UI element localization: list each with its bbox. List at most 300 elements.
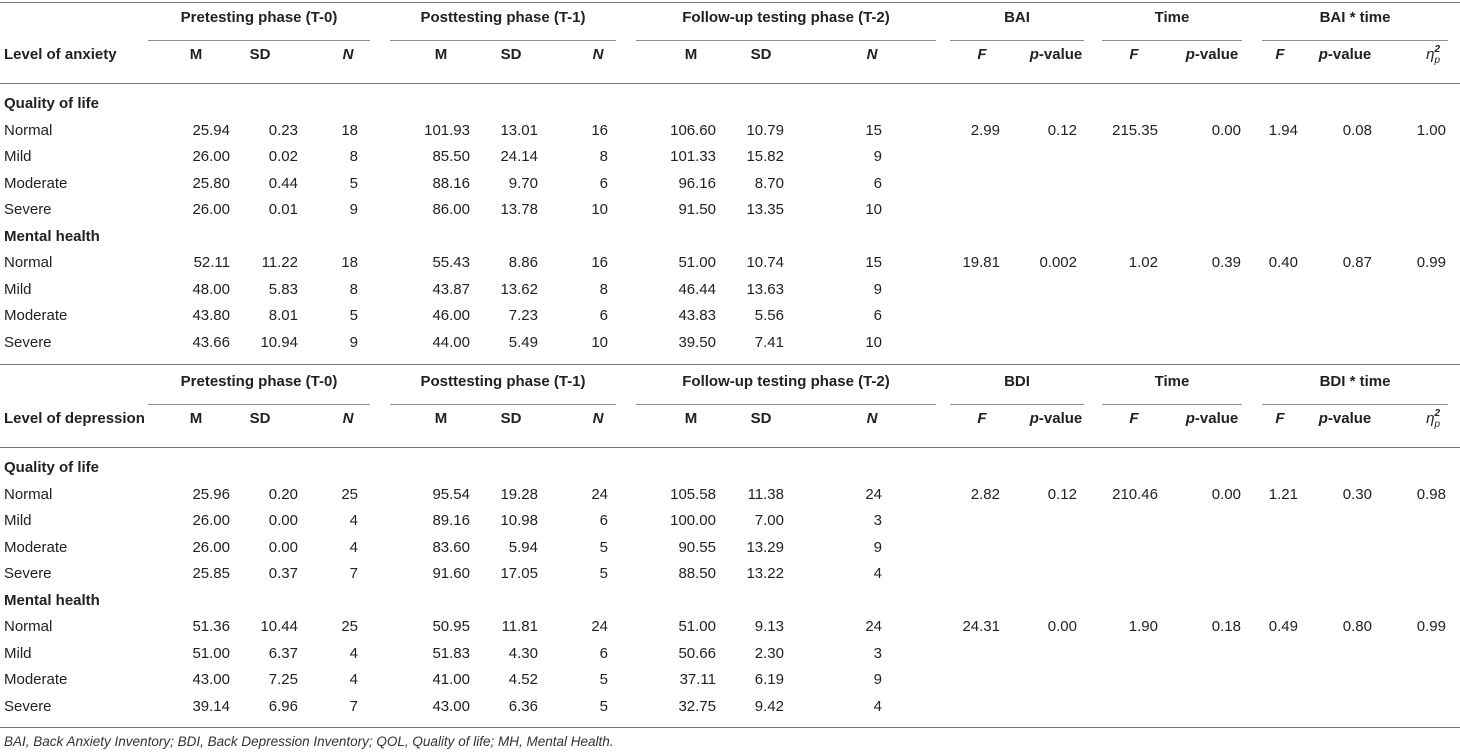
- rule-line: [148, 40, 370, 41]
- eta-sub: p: [1434, 419, 1440, 431]
- cell-f-inter: [1250, 667, 1298, 693]
- cell-f-time: [1092, 330, 1158, 356]
- cell-m-t1: 51.83: [432, 644, 470, 662]
- cell-n-t0: 25: [341, 618, 358, 635]
- cell-n-t0: 4: [349, 538, 358, 556]
- cell-f-main: [950, 144, 1000, 170]
- cell-m-t2: 100.00: [670, 512, 716, 529]
- cell-p-main: 0.12: [1047, 485, 1077, 503]
- subsection-title-row: [0, 91, 1460, 117]
- table-row: [0, 144, 1460, 170]
- cell-sd-t1: 4.52: [508, 671, 538, 688]
- p-suffix: -value: [1194, 410, 1239, 427]
- cell-eta: [1400, 667, 1446, 693]
- cell-f-main: [950, 171, 1000, 197]
- cell-p-inter: [1322, 277, 1372, 303]
- cell-sd-t2: 11.38: [747, 485, 784, 503]
- cell-sd-t1: 24.14: [500, 148, 538, 165]
- cell-f-inter: [1250, 277, 1298, 303]
- cell-f-inter: [1250, 694, 1298, 720]
- cell-f-main: 2.99: [970, 121, 1000, 139]
- cell-m-t2: 43.83: [678, 307, 716, 324]
- cell-eta: 1.00: [1416, 121, 1446, 139]
- column-header: M: [434, 410, 448, 427]
- cell-sd-t2: 15.82: [746, 148, 784, 165]
- cell-sd-t1: 9.70: [508, 174, 538, 192]
- cell-f-time: [1092, 197, 1158, 223]
- column-header: M: [434, 46, 448, 63]
- cell-eta: 0.98: [1416, 485, 1446, 503]
- cell-sd-t2: 2.30: [754, 644, 784, 662]
- cell-sd-t0: 8.01: [268, 307, 298, 324]
- cell-f-inter: 0.40: [1268, 254, 1298, 271]
- cell-f-main: [950, 197, 1000, 223]
- cell-sd-t1: 17.05: [500, 565, 538, 582]
- table-row: [0, 694, 1460, 720]
- cell-p-time: 0.39: [1211, 254, 1241, 271]
- cell-m-t0: 48.00: [192, 280, 230, 298]
- cell-sd-t1: 13.62: [500, 280, 538, 298]
- cell-m-t1: 41.00: [432, 671, 470, 688]
- cell-m-t0: 26.00: [192, 538, 230, 556]
- group-header: Pretesting phase (T-0): [180, 9, 338, 26]
- rule-line: [0, 727, 1460, 728]
- cell-f-time: [1092, 277, 1158, 303]
- cell-m-t1: 43.87: [432, 280, 470, 298]
- cell-m-t1: 46.00: [432, 307, 470, 324]
- cell-sd-t0: 0.37: [268, 565, 298, 582]
- cell-n-t1: 5: [599, 565, 608, 582]
- cell-n-t0: 8: [349, 148, 358, 165]
- rule-line: [1262, 40, 1448, 41]
- cell-p-inter: [1322, 508, 1372, 534]
- cell-m-t0: 43.66: [192, 333, 230, 351]
- p-letter: p: [1318, 46, 1328, 63]
- cell-m-t2: 50.66: [678, 644, 716, 662]
- cell-p-main: [1015, 535, 1077, 561]
- rule-line: [0, 447, 1460, 448]
- cell-n-t0: 8: [349, 280, 358, 298]
- column-header: M: [189, 46, 203, 63]
- cell-m-t2: 39.50: [678, 333, 716, 351]
- row-label: Severe: [4, 333, 52, 351]
- cell-n-t1: 24: [591, 618, 608, 635]
- cell-sd-t2: 13.22: [746, 565, 784, 582]
- cell-p-main: [1015, 197, 1077, 223]
- group-header: Time: [1154, 373, 1190, 390]
- cell-sd-t1: 7.23: [508, 307, 538, 324]
- cell-f-time: [1092, 144, 1158, 170]
- cell-n-t1: 24: [591, 485, 608, 503]
- cell-m-t0: 25.94: [192, 121, 230, 139]
- cell-f-time: 210.46: [1112, 485, 1158, 503]
- cell-f-time: [1092, 694, 1158, 720]
- cell-m-t1: 88.16: [432, 174, 470, 192]
- cell-m-t1: 43.00: [432, 697, 470, 715]
- cell-p-inter: [1322, 303, 1372, 329]
- cell-n-t2: 15: [865, 254, 882, 271]
- rule-line: [0, 364, 1460, 365]
- cell-n-t0: 5: [349, 307, 358, 324]
- cell-sd-t1: 13.01: [500, 121, 538, 139]
- cell-m-t1: 85.50: [432, 148, 470, 165]
- cell-f-main: [950, 508, 1000, 534]
- cell-n-t0: 5: [349, 174, 358, 192]
- cell-m-t0: 25.85: [192, 565, 230, 582]
- rule-line: [636, 40, 936, 41]
- column-header: [1016, 42, 1096, 68]
- cell-sd-t1: 6.36: [508, 697, 538, 715]
- column-header: F: [977, 46, 987, 63]
- cell-f-main: 2.82: [970, 485, 1000, 503]
- cell-p-inter: 0.08: [1342, 121, 1372, 139]
- cell-m-t2: 90.55: [678, 538, 716, 556]
- eta-script: [1434, 408, 1440, 430]
- cell-eta: [1400, 330, 1446, 356]
- cell-p-time: [1185, 667, 1241, 693]
- p-letter: p: [1185, 410, 1195, 427]
- eta-sup: 2: [1434, 44, 1440, 56]
- cell-f-inter: [1250, 641, 1298, 667]
- cell-p-main: [1015, 171, 1077, 197]
- cell-n-t0: 18: [341, 121, 358, 139]
- cell-sd-t0: 6.96: [268, 697, 298, 715]
- column-header: F: [1129, 46, 1139, 63]
- rule-line: [0, 83, 1460, 84]
- cell-n-t2: 9: [873, 148, 882, 165]
- cell-sd-t1: 19.28: [500, 485, 538, 503]
- rule-line: [390, 40, 616, 41]
- column-header: F: [1275, 46, 1285, 63]
- eta-script: [1434, 44, 1440, 66]
- cell-sd-t2: 9.13: [754, 618, 784, 635]
- cell-p-main: [1015, 667, 1077, 693]
- cell-f-inter: [1250, 303, 1298, 329]
- row-label: Mild: [4, 644, 32, 662]
- cell-m-t1: 83.60: [432, 538, 470, 556]
- cell-n-t2: 9: [873, 280, 882, 298]
- row-label: Normal: [4, 618, 53, 635]
- p-suffix: -value: [1038, 410, 1083, 427]
- cell-f-main: 24.31: [962, 618, 1000, 635]
- row-label: Severe: [4, 697, 52, 715]
- cell-m-t1: 101.93: [424, 121, 470, 139]
- row-label: Moderate: [4, 538, 68, 556]
- cell-f-time: 1.90: [1128, 618, 1158, 635]
- cell-n-t0: 4: [349, 512, 358, 529]
- cell-p-main: 0.00: [1047, 618, 1077, 635]
- cell-eta: 0.99: [1416, 618, 1446, 635]
- cell-n-t2: 6: [873, 174, 882, 192]
- cell-sd-t2: 8.70: [754, 174, 784, 192]
- cell-p-time: 0.18: [1211, 618, 1241, 635]
- cell-f-main: [950, 330, 1000, 356]
- row-label: Moderate: [4, 174, 68, 192]
- cell-sd-t2: 10.74: [746, 254, 784, 271]
- group-header: BDI: [1004, 373, 1030, 390]
- column-header: F: [977, 410, 987, 427]
- cell-f-main: [950, 561, 1000, 587]
- p-suffix: -value: [1194, 46, 1239, 63]
- cell-sd-t1: 5.94: [508, 538, 538, 556]
- cell-m-t2: 91.50: [678, 201, 716, 218]
- cell-m-t0: 26.00: [192, 148, 230, 165]
- row-label: Mild: [4, 148, 32, 165]
- column-header: SD: [249, 410, 271, 427]
- subsection-title: Quality of life: [4, 459, 100, 476]
- p-suffix: -value: [1327, 46, 1372, 63]
- row-label: Mild: [4, 512, 32, 529]
- cell-eta: [1400, 303, 1446, 329]
- column-header: SD: [500, 410, 522, 427]
- cell-m-t1: 89.16: [432, 512, 470, 529]
- subsection-title: Quality of life: [4, 95, 100, 112]
- cell-f-time: [1092, 535, 1158, 561]
- group-header: Follow-up testing phase (T-2): [682, 9, 890, 26]
- row-label: Normal: [4, 121, 53, 139]
- table-row: [0, 667, 1460, 693]
- table-row: [0, 482, 1460, 508]
- column-header: SD: [750, 46, 772, 63]
- cell-sd-t2: 9.42: [754, 697, 784, 715]
- cell-sd-t2: 10.79: [746, 121, 784, 139]
- p-letter: p: [1185, 46, 1195, 63]
- cell-n-t2: 4: [873, 697, 882, 715]
- cell-p-time: [1185, 561, 1241, 587]
- column-header: N: [866, 46, 878, 63]
- cell-p-main: [1015, 694, 1077, 720]
- cell-n-t1: 5: [599, 538, 608, 556]
- cell-p-main: [1015, 561, 1077, 587]
- cell-f-main: [950, 667, 1000, 693]
- row-header-label: Level of anxiety: [4, 46, 117, 63]
- cell-p-time: [1185, 277, 1241, 303]
- cell-n-t2: 24: [865, 485, 882, 503]
- cell-n-t0: 7: [349, 565, 358, 582]
- cell-sd-t2: 6.19: [754, 671, 784, 688]
- table-row: [0, 277, 1460, 303]
- cell-n-t1: 10: [591, 201, 608, 218]
- cell-sd-t2: 13.35: [746, 201, 784, 218]
- cell-m-t2: 46.44: [678, 280, 716, 298]
- column-header: M: [189, 410, 203, 427]
- cell-f-inter: [1250, 144, 1298, 170]
- eta-sub: p: [1434, 55, 1440, 67]
- p-suffix: -value: [1038, 46, 1083, 63]
- cell-p-main: [1015, 303, 1077, 329]
- column-header: SD: [750, 410, 772, 427]
- cell-f-time: 215.35: [1112, 121, 1158, 139]
- group-header: Posttesting phase (T-1): [420, 9, 586, 26]
- cell-n-t1: 5: [599, 697, 608, 715]
- cell-n-t1: 8: [599, 280, 608, 298]
- rule-line: [0, 2, 1460, 3]
- cell-n-t2: 9: [873, 671, 882, 688]
- cell-sd-t0: 10.94: [260, 333, 298, 351]
- cell-m-t0: 43.80: [192, 307, 230, 324]
- cell-n-t2: 4: [873, 565, 882, 582]
- cell-m-t2: 101.33: [670, 148, 716, 165]
- column-header: N: [592, 46, 604, 63]
- table-row: [0, 330, 1460, 356]
- cell-sd-t2: 7.41: [754, 333, 784, 351]
- cell-p-time: [1185, 641, 1241, 667]
- group-header: Time: [1154, 9, 1190, 26]
- group-header: Follow-up testing phase (T-2): [682, 373, 890, 390]
- column-header: M: [684, 410, 698, 427]
- cell-f-inter: [1250, 535, 1298, 561]
- cell-m-t0: 25.96: [192, 485, 230, 503]
- subsection-title: Mental health: [4, 591, 100, 609]
- cell-n-t2: 10: [865, 201, 882, 218]
- cell-m-t0: 43.00: [192, 671, 230, 688]
- cell-eta: [1400, 694, 1446, 720]
- cell-n-t2: 3: [873, 512, 882, 529]
- cell-p-inter: 0.30: [1342, 485, 1372, 503]
- cell-f-main: [950, 641, 1000, 667]
- cell-sd-t0: 10.44: [260, 618, 298, 635]
- cell-p-inter: 0.80: [1342, 618, 1372, 635]
- group-header: Posttesting phase (T-1): [420, 373, 586, 390]
- cell-p-main: [1015, 330, 1077, 356]
- group-header-row: [0, 5, 1460, 31]
- cell-p-main: [1015, 508, 1077, 534]
- cell-f-inter: 1.21: [1268, 485, 1298, 503]
- p-letter: p: [1029, 46, 1039, 63]
- cell-f-inter: [1250, 561, 1298, 587]
- cell-sd-t0: 0.01: [268, 201, 298, 218]
- cell-m-t1: 50.95: [432, 618, 470, 635]
- cell-f-time: [1092, 641, 1158, 667]
- cell-p-inter: [1322, 171, 1372, 197]
- cell-p-time: [1185, 330, 1241, 356]
- column-header: N: [342, 46, 354, 63]
- cell-n-t1: 10: [591, 333, 608, 351]
- cell-n-t2: 24: [865, 618, 882, 635]
- cell-sd-t0: 5.83: [268, 280, 298, 298]
- cell-n-t2: 15: [865, 121, 882, 139]
- cell-m-t2: 105.58: [670, 485, 716, 503]
- group-header-row: [0, 369, 1460, 395]
- cell-m-t0: 39.14: [192, 697, 230, 715]
- cell-f-main: [950, 694, 1000, 720]
- cell-f-time: [1092, 508, 1158, 534]
- cell-n-t1: 5: [599, 671, 608, 688]
- cell-m-t2: 51.00: [678, 618, 716, 635]
- row-label: Mild: [4, 280, 32, 298]
- rule-line: [950, 404, 1084, 405]
- cell-m-t2: 37.11: [679, 671, 716, 688]
- group-header: BAI * time: [1319, 9, 1391, 26]
- column-header-row: [0, 406, 1460, 442]
- subsection-title-row: [0, 455, 1460, 481]
- cell-f-time: [1092, 561, 1158, 587]
- cell-p-time: [1185, 508, 1241, 534]
- table-row: [0, 303, 1460, 329]
- cell-f-main: [950, 277, 1000, 303]
- cell-eta: [1400, 277, 1446, 303]
- cell-n-t1: 6: [599, 174, 608, 192]
- cell-m-t0: 51.00: [192, 644, 230, 662]
- subsection-title-row: [0, 224, 1460, 250]
- cell-sd-t1: 4.30: [508, 644, 538, 662]
- table-row: [0, 197, 1460, 223]
- subsection-title: Mental health: [4, 227, 100, 245]
- cell-m-t1: 86.00: [432, 201, 470, 218]
- cell-sd-t1: 8.86: [508, 254, 538, 271]
- cell-m-t2: 106.60: [670, 121, 716, 139]
- row-label: Severe: [4, 201, 52, 218]
- cell-p-inter: [1322, 144, 1372, 170]
- cell-p-inter: [1322, 561, 1372, 587]
- cell-f-main: [950, 535, 1000, 561]
- cell-m-t1: 91.60: [432, 565, 470, 582]
- column-header-row: [0, 42, 1460, 78]
- cell-sd-t1: 11.81: [501, 618, 538, 635]
- cell-m-t1: 55.43: [432, 254, 470, 271]
- cell-sd-t2: 7.00: [754, 512, 784, 529]
- column-header: N: [592, 410, 604, 427]
- column-header: N: [866, 410, 878, 427]
- cell-n-t0: 4: [349, 644, 358, 662]
- eta-sup: 2: [1434, 408, 1440, 420]
- column-header: [1305, 406, 1385, 432]
- cell-sd-t0: 0.02: [268, 148, 298, 165]
- cell-eta: [1400, 144, 1446, 170]
- cell-p-inter: [1322, 330, 1372, 356]
- table-row: [0, 118, 1460, 144]
- cell-f-time: [1092, 171, 1158, 197]
- cell-sd-t2: 13.29: [746, 538, 784, 556]
- cell-n-t0: 9: [349, 201, 358, 218]
- p-letter: p: [1029, 410, 1039, 427]
- rule-line: [390, 404, 616, 405]
- cell-sd-t0: 6.37: [268, 644, 298, 662]
- cell-f-inter: [1250, 171, 1298, 197]
- table-row: [0, 171, 1460, 197]
- row-label: Moderate: [4, 307, 68, 324]
- cell-n-t0: 7: [349, 697, 358, 715]
- cell-eta: [1400, 508, 1446, 534]
- row-label: Severe: [4, 565, 52, 582]
- cell-eta: [1400, 561, 1446, 587]
- column-header: [1016, 406, 1096, 432]
- cell-p-inter: [1322, 667, 1372, 693]
- cell-m-t0: 51.36: [192, 618, 230, 635]
- cell-n-t0: 4: [349, 671, 358, 688]
- cell-p-main: 0.002: [1039, 254, 1077, 271]
- eta-squared-header: [1400, 406, 1440, 432]
- p-suffix: -value: [1327, 410, 1372, 427]
- table-row: [0, 614, 1460, 640]
- cell-n-t2: 10: [865, 333, 882, 351]
- cell-sd-t1: 5.49: [508, 333, 538, 351]
- cell-m-t1: 95.54: [432, 485, 470, 503]
- cell-p-time: [1185, 535, 1241, 561]
- cell-eta: [1400, 171, 1446, 197]
- cell-n-t2: 6: [873, 307, 882, 324]
- cell-sd-t0: 11.22: [261, 254, 298, 271]
- eta-symbol: η: [1426, 46, 1435, 63]
- cell-sd-t0: 0.00: [268, 538, 298, 556]
- cell-f-inter: 0.49: [1268, 618, 1298, 635]
- column-header: [1305, 42, 1385, 68]
- rule-line: [950, 40, 1084, 41]
- group-header: BAI: [1004, 9, 1030, 26]
- column-header: M: [684, 46, 698, 63]
- rule-line: [636, 404, 936, 405]
- cell-p-main: [1015, 277, 1077, 303]
